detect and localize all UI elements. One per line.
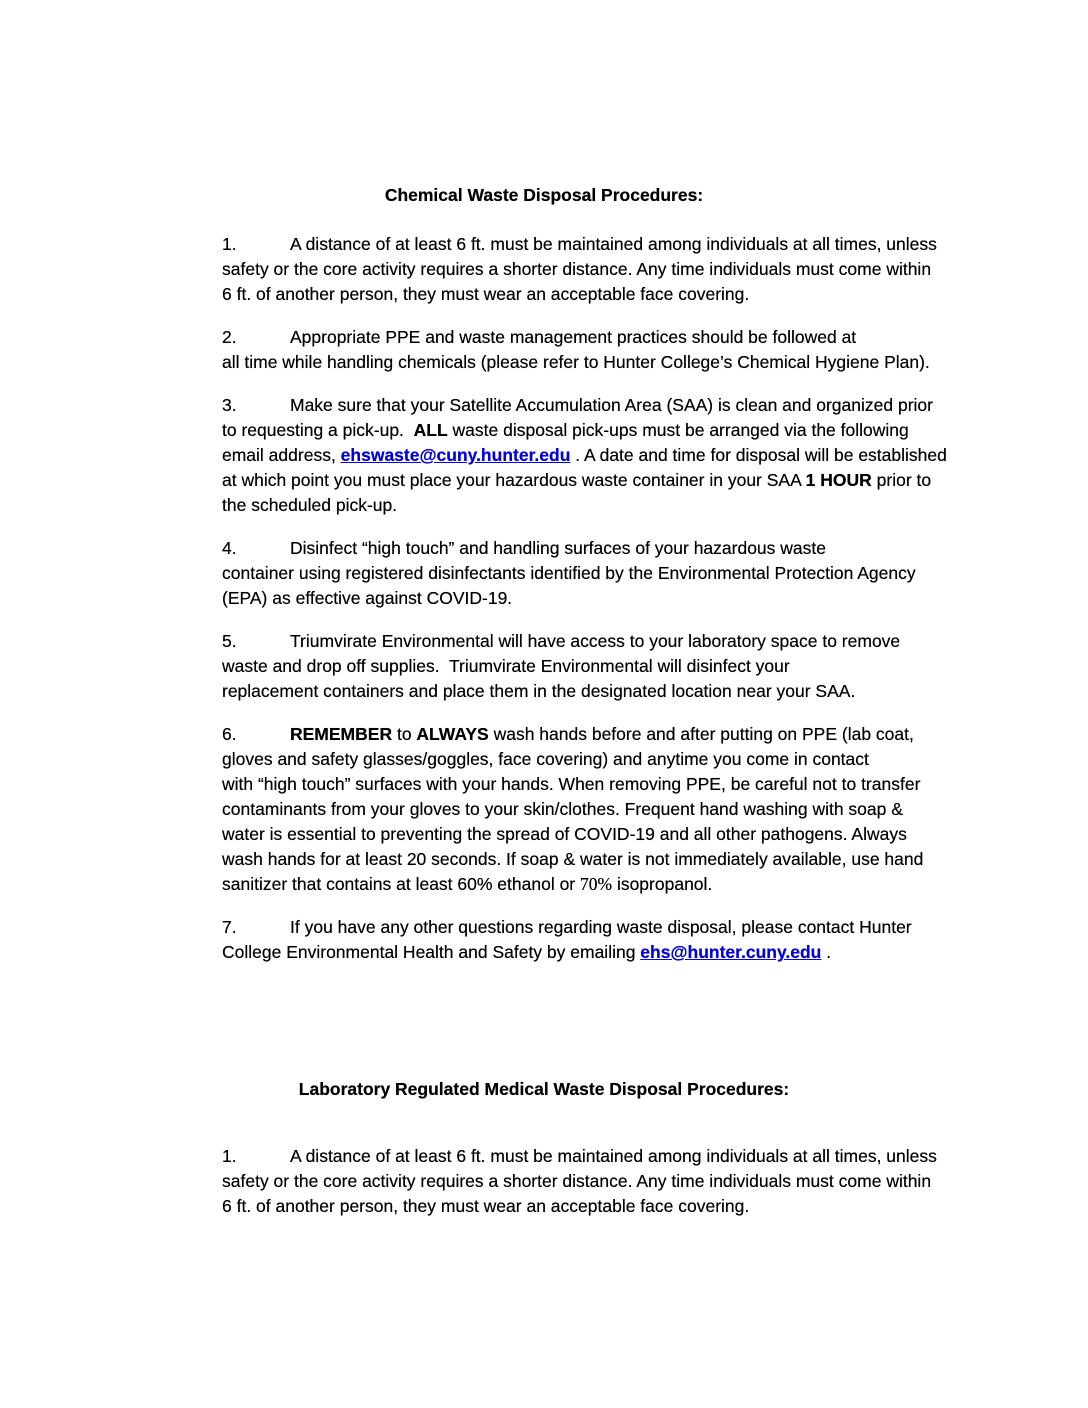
bold-text: 1 HOUR — [805, 470, 872, 490]
text-line — [222, 915, 958, 940]
chemical-waste-heading: Chemical Waste Disposal Procedures: — [384, 185, 704, 205]
text-run: email address, — [222, 445, 341, 465]
list-item — [222, 1144, 958, 1219]
text-run: 6 ft. of another person, they must wear an acceptable face covering. — [222, 284, 750, 304]
text-line — [222, 586, 958, 611]
chemical-waste-list — [222, 232, 958, 965]
text-line — [222, 1144, 958, 1169]
text-run: the scheduled pick-up. — [222, 495, 398, 515]
text-run: sanitizer that contains at least 60% ethanol or — [222, 874, 580, 894]
text-run: container using registered disinfectants identified by the Environmental Protection Agency — [222, 563, 916, 583]
list-item — [222, 232, 958, 307]
text-run: wash hands for at least 20 seconds. If soap & water is not immediately available, use hand — [222, 849, 924, 869]
text-line — [222, 1194, 958, 1219]
text-run: all time while handling chemicals (please refer to Hunter College’s Chemical Hygiene Plan). — [222, 352, 930, 372]
text-run: 70% — [580, 874, 613, 894]
bold-text: REMEMBER — [290, 724, 393, 744]
section-chemical-waste — [222, 183, 958, 965]
text-run: safety or the core activity requires a shorter distance. Any time individuals must come within — [222, 259, 932, 279]
text-line — [222, 797, 958, 822]
text-run: to requesting a pick-up. — [222, 420, 414, 440]
text-line — [222, 493, 958, 518]
text-run: prior to — [871, 470, 932, 490]
text-run: waste disposal pick-ups must be arranged via the following — [447, 420, 909, 440]
text-line — [222, 940, 958, 965]
section-medical-waste — [222, 1077, 958, 1219]
item-number: 6. — [222, 724, 237, 744]
text-run: Triumvirate Environmental will have access to your laboratory space to remove — [290, 631, 901, 651]
list-item — [222, 915, 958, 965]
text-line — [222, 257, 958, 282]
medical-waste-heading: Laboratory Regulated Medical Waste Disposal Procedures: — [298, 1079, 790, 1099]
text-line — [222, 629, 958, 654]
text-run: to — [392, 724, 417, 744]
text-line — [222, 654, 958, 679]
item-number: 2. — [222, 327, 237, 347]
text-line — [222, 561, 958, 586]
text-line — [222, 722, 958, 747]
email-link[interactable]: ehs@hunter.cuny.edu — [640, 942, 822, 962]
list-item — [222, 325, 958, 375]
text-line — [222, 393, 958, 418]
text-line — [222, 232, 958, 257]
list-item — [222, 722, 958, 897]
text-run: Make sure that your Satellite Accumulation Area (SAA) is clean and organized prior — [290, 395, 933, 415]
text-line — [222, 468, 958, 493]
text-line — [222, 847, 958, 872]
text-run: . — [821, 942, 832, 962]
text-run: contaminants from your gloves to your skin/clothes. Frequent hand washing with soap & — [222, 799, 903, 819]
text-line — [222, 443, 958, 468]
text-line — [222, 679, 958, 704]
text-line — [222, 872, 958, 897]
text-line — [222, 1169, 958, 1194]
item-number: 3. — [222, 395, 237, 415]
text-run: water is essential to preventing the spread of COVID-19 and all other pathogens. Always — [222, 824, 907, 844]
text-run: 6 ft. of another person, they must wear an acceptable face covering. — [222, 1196, 750, 1216]
text-line — [222, 282, 958, 307]
list-item — [222, 536, 958, 611]
text-run: Appropriate PPE and waste management practices should be followed at — [290, 327, 857, 347]
item-number: 5. — [222, 631, 237, 651]
text-run: (EPA) as effective against COVID-19. — [222, 588, 513, 608]
item-number: 1. — [222, 1146, 237, 1166]
text-run: Disinfect “high touch” and handling surfaces of your hazardous waste — [290, 538, 826, 558]
text-line — [222, 536, 958, 561]
text-run: at which point you must place your hazardous waste container in your SAA — [222, 470, 806, 490]
text-line — [222, 747, 958, 772]
text-run: with “high touch” surfaces with your hands. When removing PPE, be careful not to transfer — [222, 774, 921, 794]
text-line — [222, 822, 958, 847]
text-run: safety or the core activity requires a shorter distance. Any time individuals must come within — [222, 1171, 932, 1191]
text-run: A distance of at least 6 ft. must be maintained among individuals at all times, unless — [290, 234, 937, 254]
text-line — [222, 350, 958, 375]
item-number: 1. — [222, 234, 237, 254]
list-item — [222, 393, 958, 518]
text-run: . A date and time for disposal will be established — [570, 445, 947, 465]
text-line — [222, 772, 958, 797]
text-line — [222, 325, 958, 350]
text-run: wash hands before and after putting on PPE (lab coat, — [488, 724, 914, 744]
text-run: replacement containers and place them in the designated location near your SAA. — [222, 681, 856, 701]
bold-text: ALL — [413, 420, 448, 440]
medical-waste-list — [222, 1144, 958, 1219]
email-link[interactable]: ehswaste@cuny.hunter.edu — [340, 445, 571, 465]
item-number: 7. — [222, 917, 237, 937]
text-line — [222, 418, 958, 443]
text-run: isopropanol. — [612, 874, 713, 894]
text-run: College Environmental Health and Safety by emailing — [222, 942, 641, 962]
text-run: A distance of at least 6 ft. must be maintained among individuals at all times, unless — [290, 1146, 937, 1166]
item-number: 4. — [222, 538, 237, 558]
list-item — [222, 629, 958, 704]
text-run: gloves and safety glasses/goggles, face covering) and anytime you come in contact — [222, 749, 869, 769]
text-run: If you have any other questions regarding waste disposal, please contact Hunter — [290, 917, 912, 937]
bold-text: ALWAYS — [416, 724, 489, 744]
text-run: waste and drop off supplies. Triumvirate Environmental will disinfect your — [222, 656, 790, 676]
